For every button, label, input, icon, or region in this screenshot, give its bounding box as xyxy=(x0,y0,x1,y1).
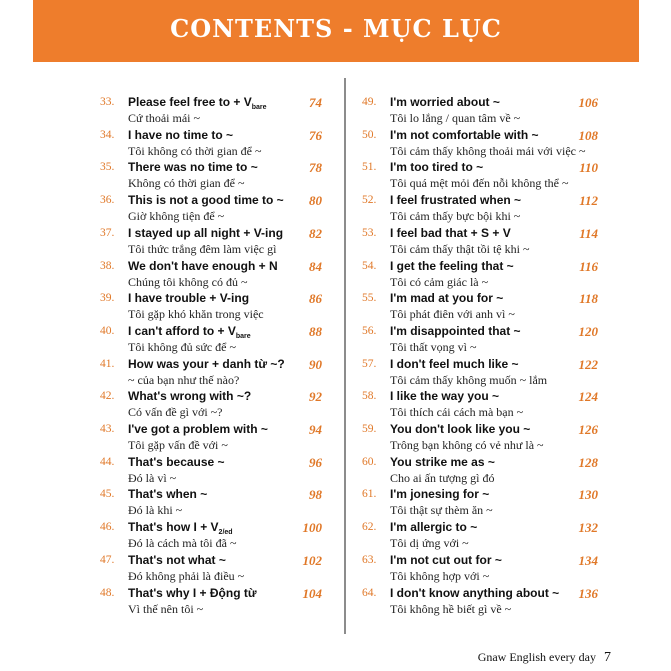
entry-english-text: Please feel free to + V xyxy=(128,95,252,109)
toc-entry[interactable] xyxy=(100,488,322,521)
entry-english xyxy=(128,291,249,305)
entry-english-text: What's wrong with ~? xyxy=(128,389,252,404)
entry-page[interactable]: 92 xyxy=(309,389,322,405)
entry-vietnamese: Có vấn đề gì với ~? xyxy=(128,405,223,420)
toc-entry[interactable] xyxy=(362,390,598,423)
entry-page[interactable]: 108 xyxy=(578,127,598,143)
entry-vietnamese: Tôi thích cái cách mà bạn ~ xyxy=(390,405,524,420)
entry-page[interactable]: 118 xyxy=(579,291,598,307)
entry-english-text: You don't look like you ~ xyxy=(390,422,531,436)
entry-english xyxy=(128,455,225,469)
entry-english xyxy=(128,128,233,142)
entry-subscript: 2/ed xyxy=(218,529,233,537)
entry-english-text: I'm not comfortable with ~ xyxy=(390,127,539,142)
entry-vietnamese: Không có thời gian để ~ xyxy=(128,176,245,191)
toc-entry[interactable] xyxy=(362,521,598,554)
entry-english-text: I don't feel much like ~ xyxy=(390,356,519,371)
entry-page[interactable]: 130 xyxy=(578,487,598,503)
entry-english xyxy=(390,291,503,305)
entry-page[interactable]: 136 xyxy=(578,585,598,601)
entry-page[interactable]: 120 xyxy=(578,323,598,339)
toc-entry[interactable] xyxy=(100,587,322,620)
entry-english xyxy=(390,586,559,600)
entry-page[interactable]: 82 xyxy=(309,225,322,241)
entry-number: 48. xyxy=(100,586,115,599)
entry-number: 37. xyxy=(100,226,115,239)
entry-vietnamese: Tôi thức trắng đêm làm việc gì xyxy=(128,241,277,256)
entry-page[interactable]: 110 xyxy=(579,160,598,176)
toc-entry[interactable] xyxy=(362,194,598,227)
entry-vietnamese: Vì thế nên tôi ~ xyxy=(128,601,204,616)
entry-number: 46. xyxy=(100,521,115,534)
entry-english-text: I've got a problem with ~ xyxy=(128,422,268,436)
entry-page[interactable]: 126 xyxy=(578,422,598,437)
toc-entry[interactable] xyxy=(362,456,598,489)
entry-number: 57. xyxy=(362,357,377,370)
entry-english xyxy=(390,553,502,567)
entry-english-text: I have no time to ~ xyxy=(128,127,234,142)
toc-entry[interactable] xyxy=(100,325,322,358)
entry-number: 42. xyxy=(100,390,115,403)
entry-number: 55. xyxy=(362,292,377,305)
entry-english-text: I have trouble + V-ing xyxy=(128,291,250,306)
entry-page[interactable]: 116 xyxy=(579,258,598,274)
entry-vietnamese: Tôi không hợp với ~ xyxy=(390,568,490,583)
entry-number: 60. xyxy=(362,455,377,468)
toc-entry[interactable] xyxy=(100,194,322,227)
toc-entry[interactable] xyxy=(100,161,322,194)
toc-entry[interactable] xyxy=(362,488,598,521)
page-number: 7 xyxy=(604,650,611,665)
entry-vietnamese: Cứ thoải mái ~ xyxy=(128,111,200,125)
entry-number: 59. xyxy=(362,423,377,435)
entry-page[interactable]: 84 xyxy=(309,258,322,274)
entry-subscript: bare xyxy=(251,104,267,111)
entry-number: 54. xyxy=(362,259,377,272)
toc-entry[interactable] xyxy=(100,390,322,423)
entry-number: 51. xyxy=(362,161,377,174)
entry-english xyxy=(128,226,283,240)
entry-vietnamese: Đó không phải là điều ~ xyxy=(128,568,245,583)
entry-page[interactable]: 98 xyxy=(309,487,322,503)
entry-english-text: That's how I + V xyxy=(128,520,219,535)
entry-english-text: I like the way you ~ xyxy=(390,389,500,404)
toc-entry[interactable] xyxy=(100,456,322,489)
entry-english-text: I can't afford to + V xyxy=(128,323,236,338)
entry-vietnamese: Tôi dị ứng với ~ xyxy=(390,536,469,551)
entry-vietnamese: Tôi thất vọng vì ~ xyxy=(390,339,477,354)
entry-english xyxy=(128,357,285,371)
entry-english xyxy=(390,128,539,142)
entry-english-text: I'm allergic to ~ xyxy=(390,520,478,535)
entry-vietnamese: Tôi cảm thấy bực bội khi ~ xyxy=(390,209,521,224)
entry-vietnamese: Tôi phát điên với anh vì ~ xyxy=(390,307,515,322)
toc-entry[interactable] xyxy=(362,161,598,194)
toc-entry[interactable] xyxy=(100,423,322,456)
entry-vietnamese: Trông bạn không có vẻ như là ~ xyxy=(390,438,544,452)
entry-english xyxy=(128,324,251,340)
entry-english xyxy=(128,160,258,174)
entry-english xyxy=(390,455,495,469)
entry-english xyxy=(128,487,207,501)
entry-number: 53. xyxy=(362,226,377,239)
toc-entry[interactable] xyxy=(100,96,322,129)
toc-entry[interactable] xyxy=(100,227,322,260)
entry-number: 43. xyxy=(100,423,115,435)
entry-vietnamese: Tôi cảm thấy không muốn ~ lắm xyxy=(390,372,548,387)
entry-english xyxy=(390,160,483,174)
entry-number: 61. xyxy=(362,488,377,501)
entry-number: 63. xyxy=(362,553,377,566)
entry-english xyxy=(128,193,284,207)
entry-english-text: That's not what ~ xyxy=(128,552,226,567)
entry-english xyxy=(390,259,514,273)
entry-number: 58. xyxy=(362,390,377,403)
entry-subscript: bare xyxy=(235,332,251,340)
entry-english-text: We don't have enough + N xyxy=(128,258,278,273)
entry-number: 50. xyxy=(362,128,377,141)
entry-number: 52. xyxy=(362,194,377,207)
toc-entry[interactable] xyxy=(362,292,598,325)
toc-entry[interactable] xyxy=(362,423,598,456)
entry-number: 45. xyxy=(100,488,115,501)
entry-page[interactable]: 94 xyxy=(309,422,322,437)
entry-vietnamese: Tôi có cảm giác là ~ xyxy=(390,274,489,289)
entry-english xyxy=(128,389,251,403)
entry-page[interactable]: 76 xyxy=(309,127,322,143)
entry-english xyxy=(128,422,268,436)
entry-vietnamese: Tôi quá mệt mỏi đến nỗi không thể ~ xyxy=(390,176,569,191)
page-title: CONTENTS - MỤC LỤC xyxy=(170,14,502,43)
entry-number: 41. xyxy=(100,357,115,370)
toc-entry[interactable] xyxy=(100,358,322,391)
entry-vietnamese: Chúng tôi không có đủ ~ xyxy=(128,274,248,289)
entry-english-text: I'm disappointed that ~ xyxy=(390,323,521,338)
toc-entry[interactable] xyxy=(362,554,598,587)
entry-english xyxy=(128,553,226,567)
entry-english-text: I'm mad at you for ~ xyxy=(390,291,504,306)
entry-vietnamese: Đó là vì ~ xyxy=(128,470,177,485)
entry-vietnamese: Tôi gặp vấn đề với ~ xyxy=(128,438,228,452)
entry-english-text: There was no time to ~ xyxy=(128,160,258,175)
toc-entry[interactable] xyxy=(362,227,598,260)
entry-number: 47. xyxy=(100,553,115,566)
entry-english xyxy=(390,422,530,436)
toc-entry[interactable] xyxy=(100,554,322,587)
entry-english xyxy=(390,357,519,371)
footer xyxy=(478,650,611,666)
entry-english-text: I'm not cut out for ~ xyxy=(390,552,502,567)
toc-entry[interactable] xyxy=(362,587,598,620)
entry-vietnamese: Tôi lo lắng / quan tâm về ~ xyxy=(390,111,521,125)
entry-number: 56. xyxy=(362,324,377,337)
entry-number: 35. xyxy=(100,161,115,174)
entry-english xyxy=(390,324,521,338)
entry-page[interactable]: 88 xyxy=(309,323,322,339)
entry-english-text: I feel bad that + S + V xyxy=(390,225,511,240)
entry-number: 33. xyxy=(100,96,115,108)
entry-english-text: I'm jonesing for ~ xyxy=(390,487,490,502)
footer-text: Gnaw English every day xyxy=(477,650,596,664)
entry-vietnamese: Tôi gặp khó khăn trong việc xyxy=(128,307,264,322)
column-divider xyxy=(344,78,346,634)
entry-english-text: This is not a good time to ~ xyxy=(128,193,284,208)
entry-vietnamese: Tôi không có thời gian để ~ xyxy=(128,143,262,158)
entry-number: 36. xyxy=(100,194,115,207)
entry-number: 39. xyxy=(100,292,115,305)
entry-english xyxy=(128,586,257,600)
entry-english-text: You strike me as ~ xyxy=(390,454,495,469)
entry-page[interactable]: 104 xyxy=(302,585,322,601)
entry-english xyxy=(128,95,267,111)
entry-number: 62. xyxy=(362,521,377,534)
entry-number: 40. xyxy=(100,324,115,337)
entry-page[interactable]: 74 xyxy=(309,95,322,110)
entry-page[interactable]: 134 xyxy=(578,552,598,568)
entry-page[interactable]: 128 xyxy=(578,454,598,470)
toc-entry[interactable] xyxy=(100,292,322,325)
entry-english xyxy=(390,193,521,207)
entry-page[interactable]: 78 xyxy=(309,160,322,176)
entry-number: 49. xyxy=(362,96,377,108)
entry-vietnamese: Tôi không đủ sức để ~ xyxy=(128,339,236,354)
entry-page[interactable]: 132 xyxy=(578,520,598,536)
entry-page[interactable]: 114 xyxy=(579,225,598,241)
entry-vietnamese: Cho ai ấn tượng gì đó xyxy=(390,470,495,485)
toc-entry[interactable] xyxy=(362,129,598,162)
entry-english-text: I feel frustrated when ~ xyxy=(390,193,522,208)
entry-english xyxy=(390,389,499,403)
entry-english-text: That's when ~ xyxy=(128,487,208,502)
toc-entry[interactable] xyxy=(362,260,598,293)
toc-entry[interactable] xyxy=(362,325,598,358)
entry-english-text: That's why I + Động từ xyxy=(128,585,257,600)
entry-vietnamese: Giờ không tiện để ~ xyxy=(128,209,225,224)
entry-english xyxy=(390,487,489,501)
entry-english-text: I stayed up all night + V-ing xyxy=(128,225,284,240)
entry-page[interactable]: 102 xyxy=(302,552,322,568)
entry-number: 34. xyxy=(100,128,115,141)
entry-vietnamese: Đó là khi ~ xyxy=(128,503,183,518)
entry-page[interactable]: 86 xyxy=(309,291,322,307)
entry-vietnamese: Tôi thật sự thèm ăn ~ xyxy=(390,503,493,518)
entry-english xyxy=(390,520,477,534)
entry-page[interactable]: 90 xyxy=(309,356,322,372)
header-banner xyxy=(33,0,639,62)
entry-english-text: I get the feeling that ~ xyxy=(390,258,514,273)
entry-english xyxy=(390,226,511,240)
toc-entry[interactable] xyxy=(100,129,322,162)
entry-english-text: I'm worried about ~ xyxy=(390,95,500,109)
entry-page[interactable]: 100 xyxy=(302,520,322,536)
entry-english xyxy=(128,259,278,273)
entry-vietnamese: Tôi cảm thấy không thoải mái với việc ~ xyxy=(390,143,586,158)
entry-english-text: That's because ~ xyxy=(128,454,225,469)
entry-page[interactable]: 112 xyxy=(579,193,598,209)
entry-page[interactable]: 124 xyxy=(578,389,598,405)
entry-page[interactable]: 80 xyxy=(309,193,322,209)
entry-vietnamese: ~ của bạn như thế nào? xyxy=(128,372,240,387)
entry-page[interactable]: 122 xyxy=(578,356,598,372)
entry-vietnamese: Đó là cách mà tôi đã ~ xyxy=(128,536,237,551)
toc-entry[interactable] xyxy=(100,260,322,293)
toc-entry[interactable] xyxy=(362,358,598,391)
entry-number: 64. xyxy=(362,586,377,599)
toc-entry[interactable] xyxy=(362,96,598,129)
entry-english xyxy=(128,520,233,536)
entry-page[interactable]: 106 xyxy=(578,95,598,110)
entry-english-text: I'm too tired to ~ xyxy=(390,160,484,175)
entry-number: 44. xyxy=(100,455,115,468)
entry-english-text: How was your + danh từ ~? xyxy=(128,356,285,371)
toc-entry[interactable] xyxy=(100,521,322,554)
entry-page[interactable]: 96 xyxy=(309,454,322,470)
entry-vietnamese: Tôi không hề biết gì về ~ xyxy=(390,601,512,616)
entry-vietnamese: Tôi cảm thấy thật tồi tệ khi ~ xyxy=(390,241,530,256)
entry-number: 38. xyxy=(100,259,115,272)
entry-english-text: I don't know anything about ~ xyxy=(390,585,560,600)
entry-english xyxy=(390,95,500,109)
